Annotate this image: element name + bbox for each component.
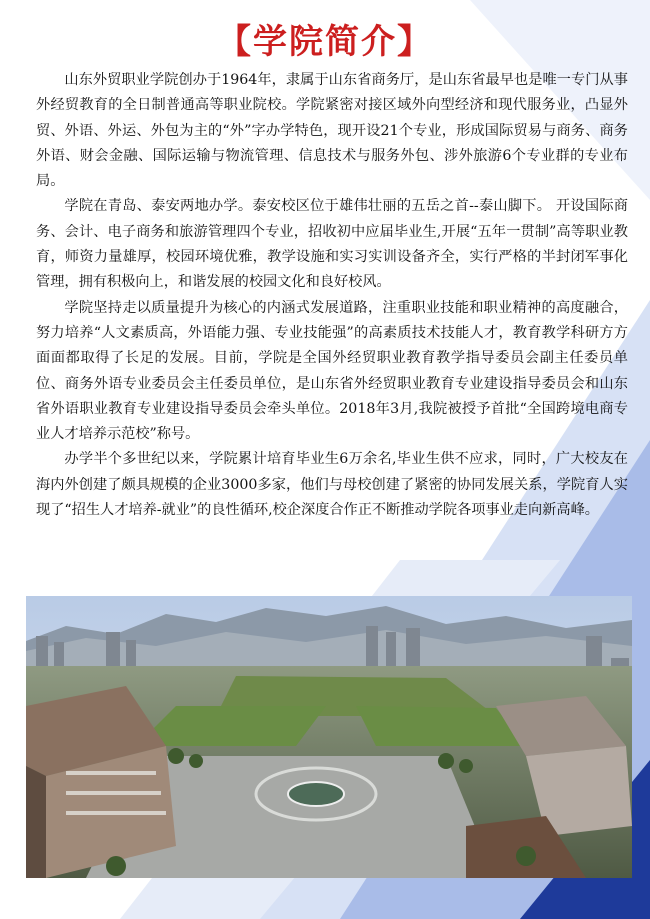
campus-aerial-photo	[26, 596, 632, 878]
title-text: 学院简介	[253, 22, 397, 62]
plaza-fountain	[288, 782, 344, 806]
paragraph-achievements: 办学半个多世纪以来，学院累计培育毕业生6万余名,毕业生供不应求，同时，广大校友在海内外创建了颇具规模的企业3000多家，他们与母校创建了紧密的协同发展关系，学院育人实现了“招生人才培养-就业”的良性循环,校企深度合作正不断推动学院各项事业走向新高峰。	[36, 451, 628, 519]
paragraph-campus: 学院在青岛、泰安两地办学。泰安校区位于雄伟壮丽的五岳之首--泰山脚下。 开设国际商务、会计、电子商务和旅游管理四个专业，招收初中应届毕业生,开展“五年一贯制”高等职业教育，师资力量雄厚，校园环境优雅，教学设施和实习实训设备齐全，实行严格的半封闭军事化管理，拥有积极向上，和谐发展的校园文化和良好校风。	[36, 198, 628, 291]
paragraph-history: 山东外贸职业学院创办于1964年，隶属于山东省商务厅，是山东省最早也是唯一专门从事外经贸教育的全日制普通高等职业院校。学院紧密对接区域外向型经济和现代服务业，凸显外贸、外语、外运、外包为主的“外”字办学特色，现开设21个专业，形成国际贸易与商务、商务外语、财会金融、国际运输与物流管理、信息技术与服务外包、涉外旅游6个专业群的专业布局。	[36, 72, 628, 190]
paragraph-development: 学院坚持走以质量提升为核心的内涵式发展道路，注重职业技能和职业精神的高度融合，努力培养“人文素质高，外语能力强、专业技能强”的高素质技术技能人才，教育教学科研方方面面都取得了长足的发展。目前，学院是全国外经贸职业教育教学指导委员会副主任委员单位、商务外语专业委员会主任委员单位，是山东省外经贸职业教育专业建设指导委员会和山东省外语职业教育专业建设指导委员会牵头单位。2018年3月,我院被授予首批“全国跨境电商专业人才培养示范校”称号。	[36, 299, 628, 443]
title-bracket-left: 【	[217, 22, 253, 62]
page-title	[0, 14, 650, 63]
intro-article	[36, 68, 628, 523]
title-bracket-right: 】	[397, 22, 433, 62]
